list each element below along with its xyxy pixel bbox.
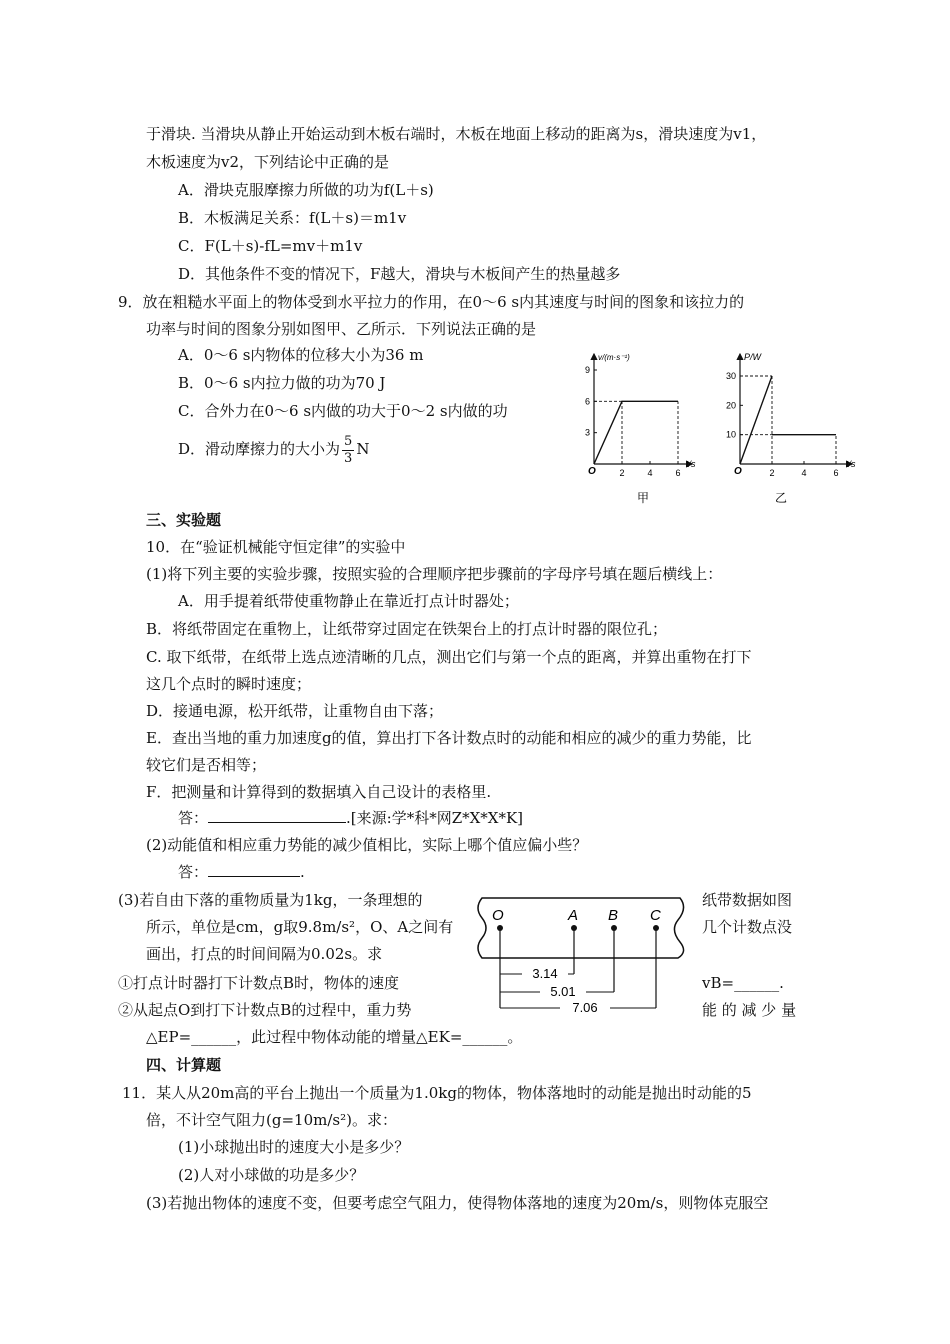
answer-end: . xyxy=(300,863,305,881)
answer-1 xyxy=(178,808,523,828)
fraction-numerator: 5 xyxy=(344,433,353,449)
label-b: B xyxy=(608,907,619,924)
graph-jia xyxy=(578,348,708,508)
q10-part3-line3: 画出，打点的时间间隔为0.02s。求 xyxy=(146,945,383,963)
section-4-title: 四、计算题 xyxy=(146,1056,222,1074)
answer-label: 答： xyxy=(178,809,209,827)
q11-line2: 倍，不计空气阻力(g=10m/s²)。求： xyxy=(146,1111,397,1129)
q10-part3-line1: (3)若自由下落的重物质量为1kg，一条理想的 xyxy=(118,891,423,909)
x-axis-label: t/s xyxy=(686,459,696,469)
q10-part3-question3: △EP=______，此过程中物体动能的增量△EK=______。 xyxy=(146,1028,523,1046)
dist-oc: 7.06 xyxy=(572,1000,598,1015)
q10-part2: (2)动能值和相应重力势能的减少值相比，实际上哪个值应偏小些？ xyxy=(146,836,588,854)
label-o: O xyxy=(492,907,504,924)
data-line xyxy=(594,401,678,464)
x-axis-label: t/s xyxy=(846,459,856,469)
q10-part3-line2-right: 几个计数点没 xyxy=(702,918,793,936)
q8-line2: 木板速度为v2，下列结论中正确的是 xyxy=(146,153,390,171)
x-tick-label: 4 xyxy=(647,468,653,478)
q11-sub1: (1)小球抛出时的速度大小是多少？ xyxy=(178,1138,410,1156)
step-e-line1: E．查出当地的重力加速度g的值，算出打下各计数点时的动能和相应的减少的重力势能，比 xyxy=(146,729,752,747)
graph-yi xyxy=(724,348,864,508)
answer-label: 答： xyxy=(178,863,209,881)
q11-sub2: (2)人对小球做的功是多少？ xyxy=(178,1166,365,1184)
answer-blank[interactable] xyxy=(208,808,346,823)
y-tick-label: 30 xyxy=(725,371,736,381)
label-c: C xyxy=(650,907,661,924)
dot-b xyxy=(611,925,617,931)
graph-title: 乙 xyxy=(774,491,788,505)
x-tick-label: 2 xyxy=(769,468,775,478)
answer-2 xyxy=(178,862,305,882)
source-note: .[来源:学*科*网Z*X*X*K] xyxy=(346,809,524,827)
y-axis-label: v/(m·s⁻¹) xyxy=(598,353,630,362)
fraction xyxy=(342,434,354,467)
section-3-title: 三、实验题 xyxy=(146,511,222,529)
q11-sub3: (3)若抛出物体的速度不变，但要考虑空气阻力，使得物体落地的速度为20m/s，则物体克服空 xyxy=(146,1194,769,1212)
dist-oa: 3.14 xyxy=(532,966,558,981)
q10-part3-line2: 所示，单位是cm，g取9.8m/s²，O、A之间有 xyxy=(146,918,454,936)
q8-option-c: C．F(L＋s)-fL=mv＋m1v xyxy=(178,237,363,255)
y-tick-label: 9 xyxy=(584,365,590,375)
step-f: F．把测量和计算得到的数据填入自己设计的表格里. xyxy=(146,783,492,801)
q9-option-d xyxy=(178,432,369,467)
q10-part3-question2: ②从起点O到打下计数点B的过程中，重力势 xyxy=(118,1001,412,1019)
label-a: A xyxy=(568,907,579,924)
step-a: A．用手提着纸带使重物静止在靠近打点计时器处； xyxy=(178,592,519,610)
x-tick-label: 2 xyxy=(619,468,625,478)
y-tick-label: 3 xyxy=(584,427,590,438)
y-tick-label: 6 xyxy=(584,396,590,407)
q9-option-b: B．0～6 s内拉力做的功为70 J xyxy=(178,374,386,392)
q9-line1: 9．放在粗糙水平面上的物体受到水平拉力的作用，在0～6 s内其速度与时间的图象和该拉力的 xyxy=(118,293,745,311)
dot-c xyxy=(653,925,659,931)
fraction-denominator: 3 xyxy=(344,450,353,466)
q11-line1: 11．某人从20m高的平台上抛出一个质量为1.0kg的物体，物体落地时的动能是抛出时动能的5 xyxy=(122,1084,752,1102)
step-c-line1: C. 取下纸带，在纸带上选点迹清晰的几点，测出它们与第一个点的距离，并算出重物在打下 xyxy=(146,648,752,666)
dist-ob: 5.01 xyxy=(550,984,576,999)
graph-title: 甲 xyxy=(636,491,650,505)
q10-title: 10．在“验证机械能守恒定律”的实验中 xyxy=(146,538,406,556)
q8-option-a: A．滑块克服摩擦力所做的功为f(L＋s) xyxy=(178,181,434,199)
q10-part3-question1-right: vB=______. xyxy=(702,974,784,992)
q9-line2: 功率与时间的图象分别如图甲、乙所示．下列说法正确的是 xyxy=(146,320,537,338)
origin-label: O xyxy=(734,466,742,477)
q10-part3-question2-right: 能 的 减 少 量 xyxy=(702,1001,797,1019)
y-tick-label: 10 xyxy=(725,429,736,440)
q9-option-d-unit: N xyxy=(356,440,370,458)
step-d: D．接通电源，松开纸带，让重物自由下落； xyxy=(146,702,444,720)
q9-option-c: C．合外力在0～6 s内做的功大于0～2 s内做的功 xyxy=(178,402,508,420)
paper-tape-diagram xyxy=(470,890,690,1022)
x-tick-label: 6 xyxy=(675,468,681,478)
q10-part3-question1: ①打点计时器打下计数点B时，物体的速度 xyxy=(118,974,400,992)
data-line xyxy=(740,376,772,464)
step-e-line2: 较它们是否相等； xyxy=(146,756,267,774)
q10-part3-line1-right: 纸带数据如图 xyxy=(702,891,793,909)
step-c-line2: 这几个点时的瞬时速度； xyxy=(146,675,312,693)
step-b: B．将纸带固定在重物上，让纸带穿过固定在铁架台上的打点计时器的限位孔； xyxy=(146,620,668,638)
dot-a xyxy=(571,925,577,931)
x-tick-label: 4 xyxy=(801,468,807,478)
origin-label: O xyxy=(588,466,596,477)
q9-option-a: A．0～6 s内物体的位移大小为36 m xyxy=(178,346,424,364)
q10-part1: (1)将下列主要的实验步骤，按照实验的合理顺序把步骤前的字母序号填在题后横线上： xyxy=(146,565,723,583)
dot-o xyxy=(497,925,503,931)
q9-option-d-text: D．滑动摩擦力的大小为 xyxy=(178,440,341,458)
x-tick-label: 6 xyxy=(833,468,839,478)
q8-option-b: B．木板满足关系：f(L＋s)＝m1v xyxy=(178,209,407,227)
q8-line1: 于滑块. 当滑块从静止开始运动到木板右端时，木板在地面上移动的距离为s，滑块速度为v1， xyxy=(146,125,767,143)
answer-blank[interactable] xyxy=(208,862,300,877)
y-tick-label: 20 xyxy=(725,400,736,411)
y-axis-label: P/W xyxy=(744,352,761,362)
q8-option-d: D．其他条件不变的情况下，F越大，滑块与木板间产生的热量越多 xyxy=(178,265,621,283)
